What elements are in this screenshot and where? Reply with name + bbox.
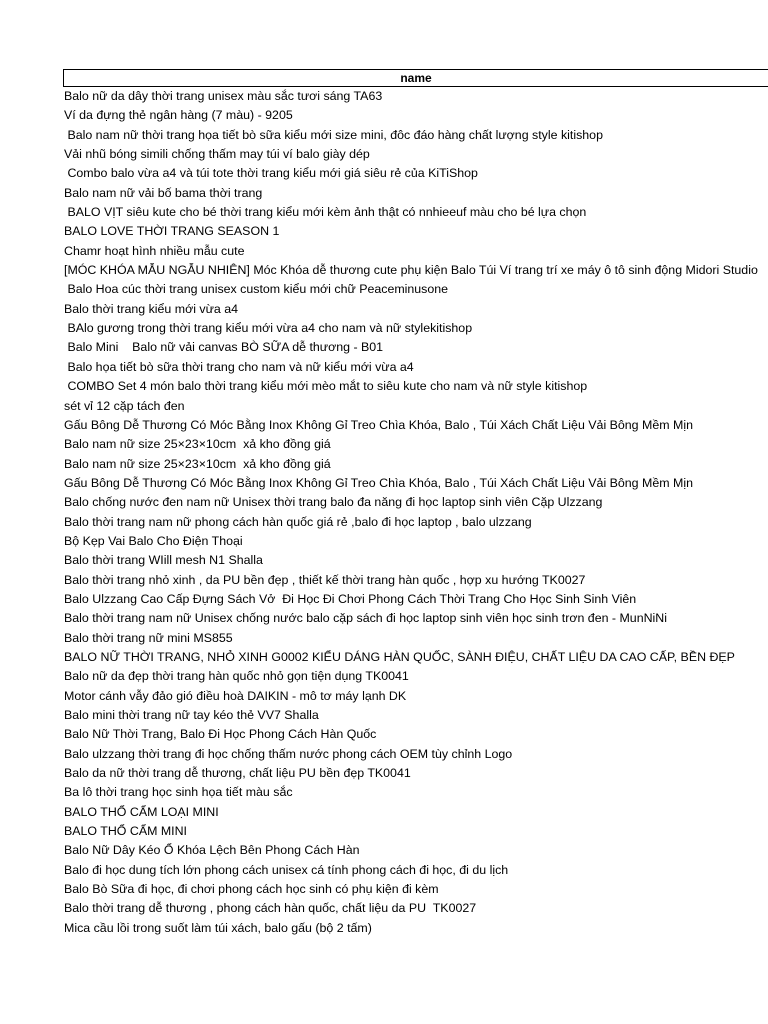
- table-row[interactable]: Balo nam nữ thời trang họa tiết bò sữa kiểu mới size mini, đôc đáo hàng chất lượng style kitishop: [64, 127, 603, 142]
- table-row[interactable]: BALO THỔ CẨM LOẠI MINI: [64, 804, 219, 819]
- table-row[interactable]: COMBO Set 4 món balo thời trang kiểu mới mèo mắt to siêu kute cho nam và nữ style kitishop: [64, 379, 588, 394]
- table-row[interactable]: Balo chống nước đen nam nữ Unisex thời trang balo đa năng đi học laptop sinh viên Cặp Ulzzang: [64, 495, 603, 510]
- table-row[interactable]: Balo nam nữ size 25×23×10cm xả kho đồng giá: [64, 437, 331, 452]
- table-row[interactable]: Balo ulzzang thời trang đi học chống thấm nước phong cách OEM tùy chỉnh Logo: [64, 746, 513, 761]
- spreadsheet-table: [63, 69, 768, 938]
- table-row[interactable]: BALO NỮ THỜI TRANG, NHỎ XINH G0002 KIỂU DÁNG HÀN QUỐC, SÀNH ĐIỆU, CHẤT LIỆU DA CAO CẤP, BỀN ĐẸP: [64, 649, 735, 664]
- table-row[interactable]: Balo thời trang kiểu mới vừa a4: [64, 301, 239, 316]
- table-row[interactable]: Balo da nữ thời trang dễ thương, chất liệu PU bền đẹp TK0041: [64, 766, 411, 781]
- table-row[interactable]: BALO THỔ CẨM MINI: [64, 824, 188, 839]
- table-row[interactable]: [MÓC KHÓA MẪU NGẪU NHIÊN] Móc Khóa dễ thương cute phụ kiện Balo Túi Ví trang trí xe máy ô tô sinh động Midori Studio: [64, 263, 758, 278]
- table-row[interactable]: BALO VỊT siêu kute cho bé thời trang kiểu mới kèm ảnh thật có nnhieeuf màu cho bé lựa chọn: [64, 205, 587, 220]
- table-row[interactable]: Balo thời trang nhỏ xinh , da PU bền đẹp , thiết kế thời trang hàn quốc , hợp xu hướng TK0027: [64, 572, 586, 587]
- table-row[interactable]: Balo Ulzzang Cao Cấp Đựng Sách Vở Đi Học Đi Chơi Phong Cách Thời Trang Cho Học Sinh Sinh Viên: [64, 591, 637, 606]
- table-row[interactable]: Balo nam nữ size 25×23×10cm xả kho đồng giá: [64, 456, 331, 471]
- table-row[interactable]: Motor cánh vẫy đảo gió điều hoà DAIKIN - mô tơ máy lạnh DK: [64, 688, 407, 703]
- table-row[interactable]: Balo Mini Balo nữ vải canvas BÒ SỮA dễ thương - B01: [64, 340, 384, 355]
- table-row[interactable]: Balo mini thời trang nữ tay kéo thẻ VV7 Shalla: [64, 708, 319, 722]
- table-row[interactable]: sét vỉ 12 cặp tách đen: [64, 398, 185, 413]
- table-row[interactable]: Ba lô thời trang học sinh họa tiết màu sắc: [64, 785, 293, 800]
- table-row[interactable]: Balo Bò Sữa đi học, đi chơi phong cách học sinh có phụ kiện đi kèm: [64, 882, 439, 897]
- column-header-name[interactable]: name: [63, 69, 768, 87]
- table-row[interactable]: BALO LOVE THỜI TRANG SEASON 1: [64, 224, 280, 239]
- table-row[interactable]: Balo nữ da dây thời trang unisex màu sắc tươi sáng TA63: [64, 89, 383, 103]
- table-row[interactable]: Ví da đựng thẻ ngân hàng (7 màu) - 9205: [64, 108, 293, 123]
- table-row[interactable]: Balo Nữ Thời Trang, Balo Đi Học Phong Cách Hàn Quốc: [64, 727, 377, 742]
- table-row[interactable]: Balo nữ da đẹp thời trang hàn quốc nhỏ gọn tiện dụng TK0041: [64, 669, 409, 684]
- table-row[interactable]: Balo thời trang dễ thương , phong cách hàn quốc, chất liệu da PU TK0027: [64, 901, 477, 916]
- table-row[interactable]: Balo Nữ Dây Kéo Ổ Khóa Lệch Bên Phong Cách Hàn: [64, 843, 360, 858]
- table-row[interactable]: Gấu Bông Dễ Thương Có Móc Bằng Inox Không Gỉ Treo Chìa Khóa, Balo , Túi Xách Chất Liệu Vải Bông Mềm Mịn: [64, 417, 693, 432]
- table-row[interactable]: Balo thời trang nam nữ Unisex chống nước balo cặp sách đi học laptop sinh viên học sinh trơn đen - MunNiNi: [64, 611, 667, 626]
- table-row[interactable]: BAlo gương trong thời trang kiểu mới vừa a4 cho nam và nữ stylekitishop: [64, 321, 473, 336]
- table-row[interactable]: Chamr hoạt hình nhiều mẫu cute: [64, 243, 245, 258]
- table-row[interactable]: Bộ Kẹp Vai Balo Cho Điện Thoại: [64, 533, 243, 548]
- table-row[interactable]: Mica cầu lồi trong suốt làm túi xách, balo gấu (bộ 2 tấm): [64, 920, 372, 935]
- table-row[interactable]: Balo thời trang nam nữ phong cách hàn quốc giá rẻ ,balo đi học laptop , balo ulzzang: [64, 514, 532, 529]
- table-row[interactable]: Combo balo vừa a4 và túi tote thời trang kiểu mới giá siêu rẻ của KiTiShop: [64, 166, 478, 181]
- table-row[interactable]: Vải nhũ bóng simili chống thấm may túi ví balo giày dép: [64, 147, 370, 162]
- table-rows: [63, 87, 768, 938]
- table-row[interactable]: Balo đi học dung tích lớn phong cách unisex cá tính phong cách đi học, đi du lịch: [64, 862, 509, 877]
- table-row[interactable]: Balo thời trang nữ mini MS855: [64, 630, 233, 645]
- table-row[interactable]: Balo Hoa cúc thời trang unisex custom kiểu mới chữ Peaceminusone: [64, 282, 449, 297]
- table-row[interactable]: Gấu Bông Dễ Thương Có Móc Bằng Inox Không Gỉ Treo Chìa Khóa, Balo , Túi Xách Chất Liệu Vải Bông Mềm Mịn: [64, 475, 693, 490]
- table-row[interactable]: Balo họa tiết bò sữa thời trang cho nam và nữ kiểu mới vừa a4: [64, 359, 414, 374]
- table-row[interactable]: Balo thời trang WIill mesh N1 Shalla: [64, 553, 263, 568]
- table-row[interactable]: Balo nam nữ vải bố bama thời trang: [64, 185, 263, 200]
